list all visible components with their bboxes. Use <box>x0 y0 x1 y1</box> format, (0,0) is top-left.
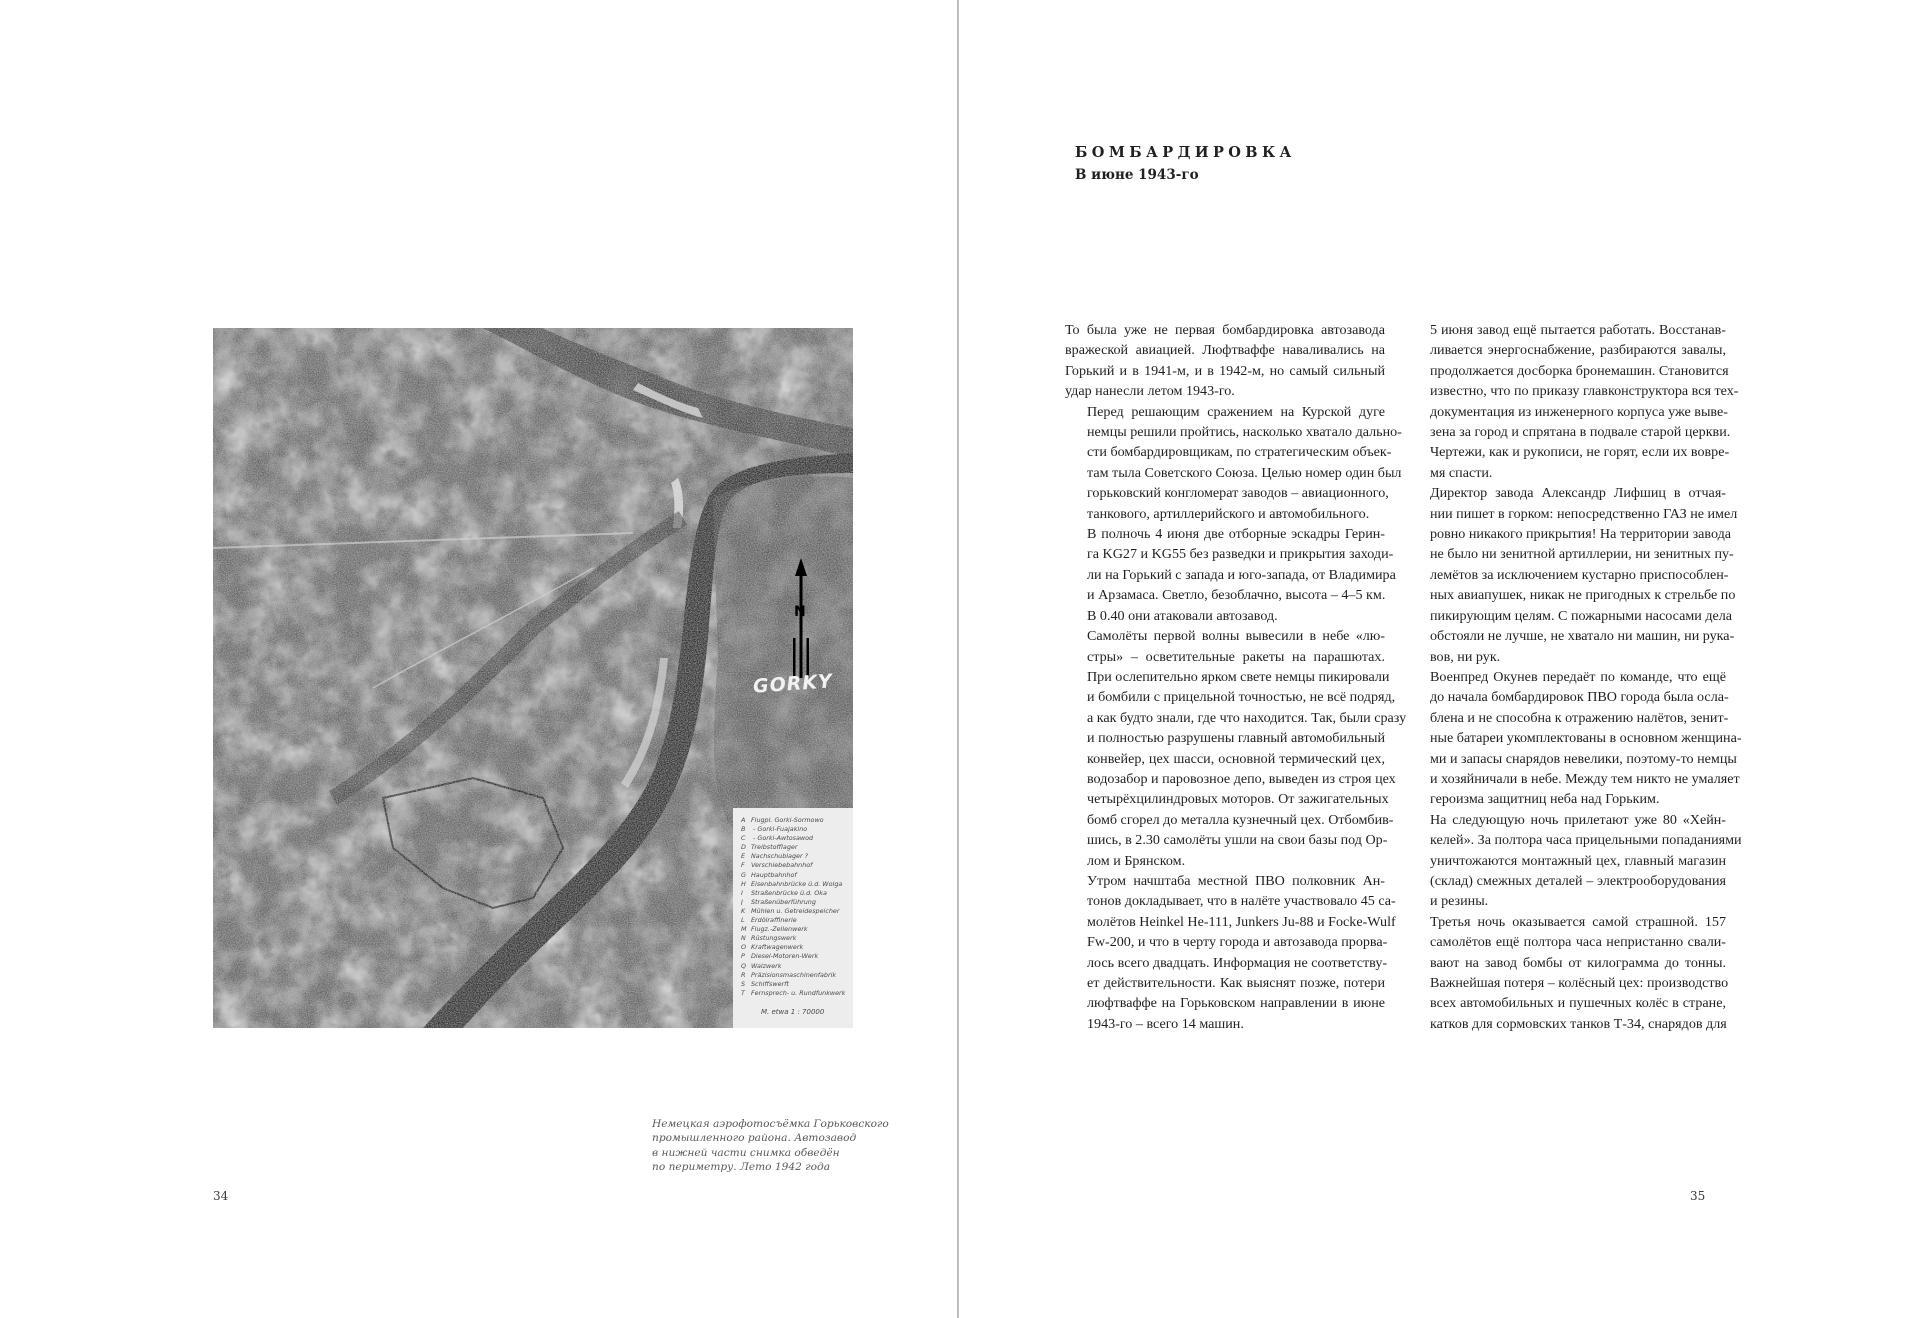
text-line: документация из инженерного корпуса уже выве- <box>1430 403 1728 420</box>
text-line: Утром начштаба местной ПВО полковник Ан- <box>1087 872 1385 889</box>
legend-item <box>741 852 847 861</box>
text-line: ет действительности. Как выяснят позже, потери <box>1087 975 1385 991</box>
chapter-subtitle: В июне 1943-го <box>1075 167 1199 183</box>
paragraph <box>1065 524 1396 626</box>
caption-line: в нижней части снимка обведён <box>652 1146 840 1159</box>
legend-letter: Q <box>741 961 747 970</box>
text-line: всех автомобильных и пушечных колёс в стране, <box>1430 995 1726 1012</box>
legend-text: Kraftwagenwerk <box>751 943 804 952</box>
text-line: горьковский конгломерат заводов – авиационного, <box>1087 485 1389 502</box>
map-label-gorky: GORKY <box>752 670 834 698</box>
text-line: вают на завод бомбы от килограмма до тонны. <box>1430 954 1726 971</box>
legend-item <box>741 880 847 889</box>
text-line: га KG27 и KG55 без разведки и прикрытия заходи- <box>1087 546 1394 563</box>
aerial-photograph <box>213 328 853 1028</box>
text-line: и бомбили с прицельной точностью, не всё подряд, <box>1087 689 1396 706</box>
legend-item <box>741 952 847 961</box>
text-line: лемётов за исключением кустарно приспособлен- <box>1430 566 1729 583</box>
text-line: пикирующим целям. С пожарными насосами дела <box>1430 607 1733 624</box>
text-line: лось всего двадцать. Информация не соответству- <box>1087 954 1388 971</box>
text-line: 1943-го – всего 14 машин. <box>1087 1015 1244 1032</box>
text-line: бомб сгорел до металла кузнечный цех. Отбомбив- <box>1087 811 1394 828</box>
legend-item <box>741 843 847 852</box>
legend-item <box>741 834 847 843</box>
legend-letter: G <box>741 870 746 879</box>
text-line: Военпред Окунев передаёт по команде, что ещё <box>1430 668 1726 685</box>
caption-line: Немецкая аэрофотосъёмка Горьковского <box>652 1118 889 1130</box>
caption-line: по периметру. Лето 1942 года <box>652 1161 831 1174</box>
legend-text: Erdölraffinerie <box>751 916 797 925</box>
text-line: ных авиапушек, никак не пригодных к стрельбе по <box>1430 587 1736 604</box>
legend-text: Diesel-Motoren-Werk <box>751 952 819 961</box>
legend-item <box>741 916 847 925</box>
paragraph <box>1065 320 1385 402</box>
paragraph <box>1408 320 1739 483</box>
text-line: зена за город и спрятана в подвале старой церкви. <box>1430 424 1731 441</box>
text-line: ливается энергоснабжение, разбираются завалы, <box>1430 342 1726 359</box>
text-line: обстояли не лучше, не хватало ни машин, ни рука- <box>1430 628 1735 645</box>
legend-text: Fernsprech- u. Rundfunkwerk <box>751 988 846 997</box>
text-line: и Арзамаса. Светло, безоблачно, высота – 4–5 км. <box>1087 587 1386 604</box>
legend-letter: A <box>741 816 746 824</box>
legend-item <box>741 907 847 916</box>
legend-item <box>741 934 847 943</box>
legend-letter: P <box>741 952 745 961</box>
legend-text: Mühlen u. Getreidespeicher <box>751 906 840 915</box>
text-line: ми и запасы снарядов невелики, поэтому-то немцы <box>1430 750 1737 767</box>
text-line: Директор завода Александр Лифшиц в отчая- <box>1430 485 1726 502</box>
chapter-title: БОМБАРДИРОВКА <box>1075 144 1296 161</box>
text-column-1 <box>1065 320 1407 1034</box>
text-line: известно, что по приказу главконструктора вся тех- <box>1430 383 1739 400</box>
legend-text: Walzwerk <box>751 961 782 970</box>
paragraph <box>1408 483 1738 667</box>
text-line: героизма защитниц неба над Горьким. <box>1430 791 1660 808</box>
text-line: шись, в 2.30 самолёты ушли на свои базы под Ор- <box>1087 832 1388 849</box>
text-line: Важнейшая потеря – колёсный цех: производство <box>1430 975 1729 991</box>
text-line: При ослепительно ярком свете немцы пикировали <box>1087 668 1390 685</box>
legend-item <box>741 980 847 989</box>
legend-item <box>741 943 847 952</box>
text-line: люфтваффе на Горьковском направлении в июне <box>1087 995 1385 1012</box>
text-line: водозабор и паровозное депо, выведен из строя цех <box>1087 770 1396 787</box>
text-line: Самолёты первой волны вывесили в небе «лю- <box>1087 628 1385 645</box>
legend-letter: B <box>741 825 746 834</box>
legend-item <box>741 861 847 870</box>
left-page <box>0 0 957 1318</box>
page-number-left: 34 <box>213 1189 229 1203</box>
svg-text:N: N <box>794 604 806 620</box>
legend-item <box>741 898 847 907</box>
legend-item <box>741 971 847 980</box>
legend-text: Flugpl. Gorki-Sormowo <box>751 816 824 824</box>
text-line: блена и не способна к отражению налётов, зенит- <box>1430 709 1729 726</box>
legend-letter: J <box>741 897 743 906</box>
legend-text: Straßenbrücke ü.d. Oka <box>751 888 827 897</box>
text-line: молётов Heinkel He-111, Junkers Ju-88 и Focke-Wulf <box>1087 913 1396 930</box>
legend-letter: I <box>741 888 743 897</box>
legend-letter: L <box>741 916 745 925</box>
paragraph <box>1408 912 1729 1034</box>
legend-letter: O <box>741 943 747 952</box>
chapter-heading <box>1075 143 1296 185</box>
legend-item <box>741 871 847 880</box>
text-line: Чертежи, как и рукописи, не горят, если их вовре- <box>1430 444 1730 461</box>
text-line: удар нанесли летом 1943-го. <box>1065 383 1235 400</box>
text-line: келей». За полтора часа прицельными попаданиями <box>1430 832 1742 849</box>
photo-caption <box>652 1117 889 1175</box>
legend-letter: C <box>741 834 746 843</box>
text-line: четырёхцилиндровых моторов. От зажигательных <box>1087 791 1389 808</box>
text-line: и полностью разрушены главный автомобильный <box>1087 730 1385 747</box>
legend-text: - Gorki-Fuajakino <box>751 825 808 834</box>
text-line: То была уже не первая бомбардировка автозавода <box>1065 322 1385 338</box>
text-line: ли на Горький с запада и юго-запада, от Владимира <box>1087 566 1396 583</box>
text-line: катков для сормовских танков Т-34, снарядов для <box>1430 1015 1727 1032</box>
legend-item <box>741 825 847 834</box>
legend-item <box>741 925 847 934</box>
text-line: не было ни зенитной артиллерии, ни зенитных пу- <box>1430 546 1734 563</box>
text-line: На следующую ночь прилетают уже 80 «Хейн- <box>1430 811 1726 828</box>
legend-letter: H <box>741 879 746 888</box>
text-line: а как будто знали, где что находится. Так, были сразу <box>1087 709 1407 726</box>
text-line: немцы решили пройтись, насколько хватало дально- <box>1087 424 1402 441</box>
text-line: танкового, артиллерийского и автомобильного. <box>1087 505 1370 522</box>
text-line: нии пишет в горком: непосредственно ГАЗ не имел <box>1430 505 1738 522</box>
legend-letter: D <box>741 843 746 852</box>
text-line: уничтожаются монтажный цех, главный магазин <box>1430 852 1726 869</box>
legend-letter: T <box>741 988 745 997</box>
legend-text: Flugz.-Zellenwerk <box>751 925 808 934</box>
text-line: (склад) смежных деталей – электрооборудования <box>1430 872 1726 889</box>
text-line: до начала бомбардировок ПВО города была осла- <box>1430 689 1729 706</box>
paragraph <box>1065 626 1407 871</box>
text-line: Горький и в 1941-м, и в 1942-м, но самый сильный <box>1065 362 1385 379</box>
photo-legend <box>733 808 853 1028</box>
legend-letter: M <box>741 925 747 934</box>
text-line: вражеской авиацией. Люфтваффе наваливались на <box>1065 342 1385 359</box>
caption-line: промышленного района. Автозавод <box>652 1132 857 1145</box>
text-line: ные батареи укомплектованы в основном женщина- <box>1430 730 1742 747</box>
paragraph <box>1408 810 1742 912</box>
legend-item <box>741 889 847 898</box>
legend-text: Präzisionsmaschinenfabrik <box>751 970 837 979</box>
legend-scale: M. etwa 1 : 70000 <box>761 1007 825 1016</box>
text-column-2 <box>1408 320 1742 1034</box>
legend-text: Verschiebebahnhof <box>751 861 813 870</box>
legend-letter: S <box>741 979 746 988</box>
text-line: сти бомбардировщикам, по стратегическим объек- <box>1087 444 1392 461</box>
text-line: 5 июня завод ещё пытается работать. Восстанав- <box>1430 322 1726 338</box>
legend-text: Hauptbahnhof <box>751 870 797 879</box>
text-line: продолжается досборка бронемашин. Становится <box>1430 362 1729 379</box>
text-line: мя спасти. <box>1430 464 1493 481</box>
legend-letter: F <box>741 861 745 870</box>
legend-letter: N <box>741 934 746 943</box>
legend-text: Treibstofflager <box>751 843 798 852</box>
text-line: стры» – осветительные ракеты на парашютах. <box>1087 648 1385 665</box>
text-line: Третья ночь оказывается самой страшной. 157 <box>1430 913 1726 930</box>
legend-text: Eisenbahnbrücke ü.d. Wolga <box>751 879 843 888</box>
text-line: В полночь 4 июня две отборные эскадры Герин- <box>1087 526 1385 543</box>
legend-list <box>741 816 847 998</box>
text-line: Fw-200, и что в черту города и автозавода прорва- <box>1087 934 1388 951</box>
text-line: там тыла Советского Союза. Целью номер один был <box>1087 464 1402 481</box>
text-line: ровно никакого прикрытия! На территории завода <box>1430 526 1732 543</box>
text-line: и хозяйничали в небе. Между тем никто не умаляет <box>1430 770 1740 787</box>
paragraph <box>1065 402 1402 524</box>
text-line: самолётов ещё полтора часа непристанно свали- <box>1430 934 1726 951</box>
legend-item <box>741 989 847 998</box>
text-line: В 0.40 они атаковали автозавод. <box>1087 607 1278 624</box>
legend-item <box>741 962 847 971</box>
legend-letter: E <box>741 852 746 861</box>
legend-text: Nachschublager ? <box>751 852 808 861</box>
text-line: лом и Брянском. <box>1087 852 1186 869</box>
legend-text: - Gorki-Awtosawod <box>751 834 814 843</box>
text-line: и резины. <box>1430 893 1489 910</box>
text-line: вов, ни рук. <box>1430 648 1501 665</box>
legend-letter: R <box>741 970 746 979</box>
legend-item <box>741 816 847 825</box>
legend-text: Schiffswerft <box>751 979 789 988</box>
text-line: конвейер, цех шасси, основной термический цех, <box>1087 750 1385 767</box>
text-line: Перед решающим сражением на Курской дуге <box>1087 403 1385 420</box>
north-arrow-icon <box>791 558 811 678</box>
paragraph <box>1408 667 1742 810</box>
legend-letter: K <box>741 906 746 915</box>
legend-text: Straßenüberführung <box>751 897 816 906</box>
text-line: тонов докладывает, что в налёте участвовало 45 са- <box>1087 893 1396 910</box>
legend-text: Rüstungswerk <box>751 934 797 943</box>
page-number-right: 35 <box>1690 1189 1706 1203</box>
paragraph <box>1065 871 1396 1034</box>
